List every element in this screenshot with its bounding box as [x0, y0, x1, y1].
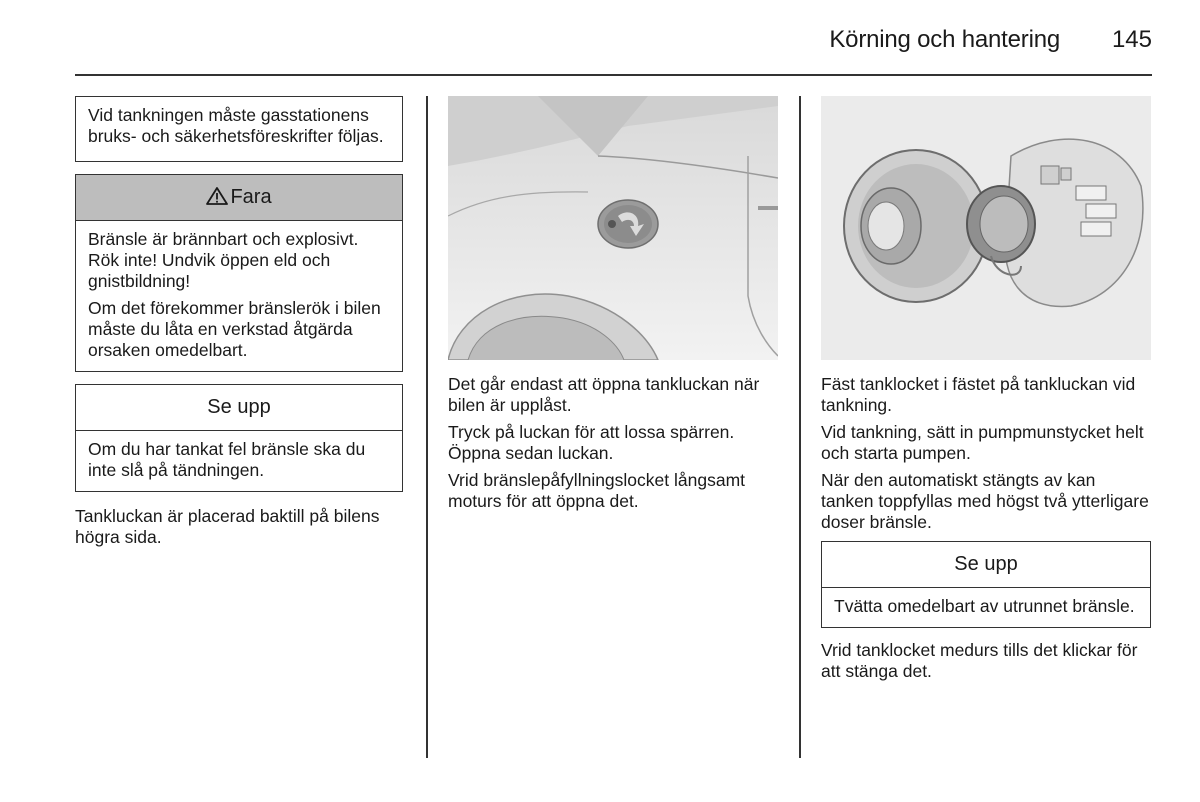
notice-text: Vid tankningen måste gasstationens bruks- och säkerhetsföreskrifter följas. [88, 105, 384, 146]
danger-text-1: Bränsle är brännbart och explosivt. Rök inte! Undvik öppen eld och gnistbildning! [88, 229, 359, 291]
unlock-text: Det går endast att öppna tankluckan när bilen är upplåst. [448, 374, 760, 415]
danger-box [75, 174, 403, 372]
fuel-door-location-text: Tankluckan är placerad baktill på bilens högra sida. [75, 506, 380, 547]
page-number: 145 [1111, 26, 1152, 53]
caution-heading-2: Se upp [822, 542, 1150, 588]
danger-heading [76, 175, 402, 221]
notice-box [75, 96, 403, 162]
caution-box-2 [821, 541, 1151, 628]
column-divider-1 [426, 96, 428, 758]
turn-cap-text: Vrid bränslepåfyllningslocket långsamt moturs för att öppna det. [448, 470, 746, 511]
column-1 [75, 96, 403, 554]
fuel-cap-illustration [821, 96, 1151, 360]
section-title: Körning och hantering [829, 26, 1060, 53]
header-rule [75, 74, 1152, 76]
close-cap-text: Vrid tanklocket medurs tills det klickar för att stänga det. [821, 640, 1138, 681]
column-divider-2 [799, 96, 801, 758]
caution-text-2: Tvätta omedelbart av utrunnet bränsle. [834, 596, 1135, 616]
caution-box [75, 384, 403, 492]
press-door-text: Tryck på luckan för att lossa spärren. Öppna sedan luckan. [448, 422, 735, 463]
column-2 [448, 96, 778, 518]
danger-text-2: Om det förekommer bränslerök i bilen måste du låta en verkstad åtgärda orsaken omedelbart. [88, 298, 381, 360]
caution-heading: Se upp [76, 385, 402, 431]
warning-triangle-icon [206, 187, 228, 205]
attach-cap-text: Fäst tanklocket i fästet på tankluckan vid tankning. [821, 374, 1136, 415]
danger-title: Fara [230, 186, 272, 208]
caution-text: Om du har tankat fel bränsle ska du inte slå på tändningen. [88, 439, 366, 480]
top-up-text: När den automatiskt stängts av kan tanken toppfyllas med högst två ytterligare doser bränsle. [821, 470, 1149, 532]
insert-nozzle-text: Vid tankning, sätt in pumpmunstycket helt och starta pumpen. [821, 422, 1144, 463]
car-fuel-door-illustration [448, 96, 778, 360]
column-3 [821, 96, 1151, 688]
